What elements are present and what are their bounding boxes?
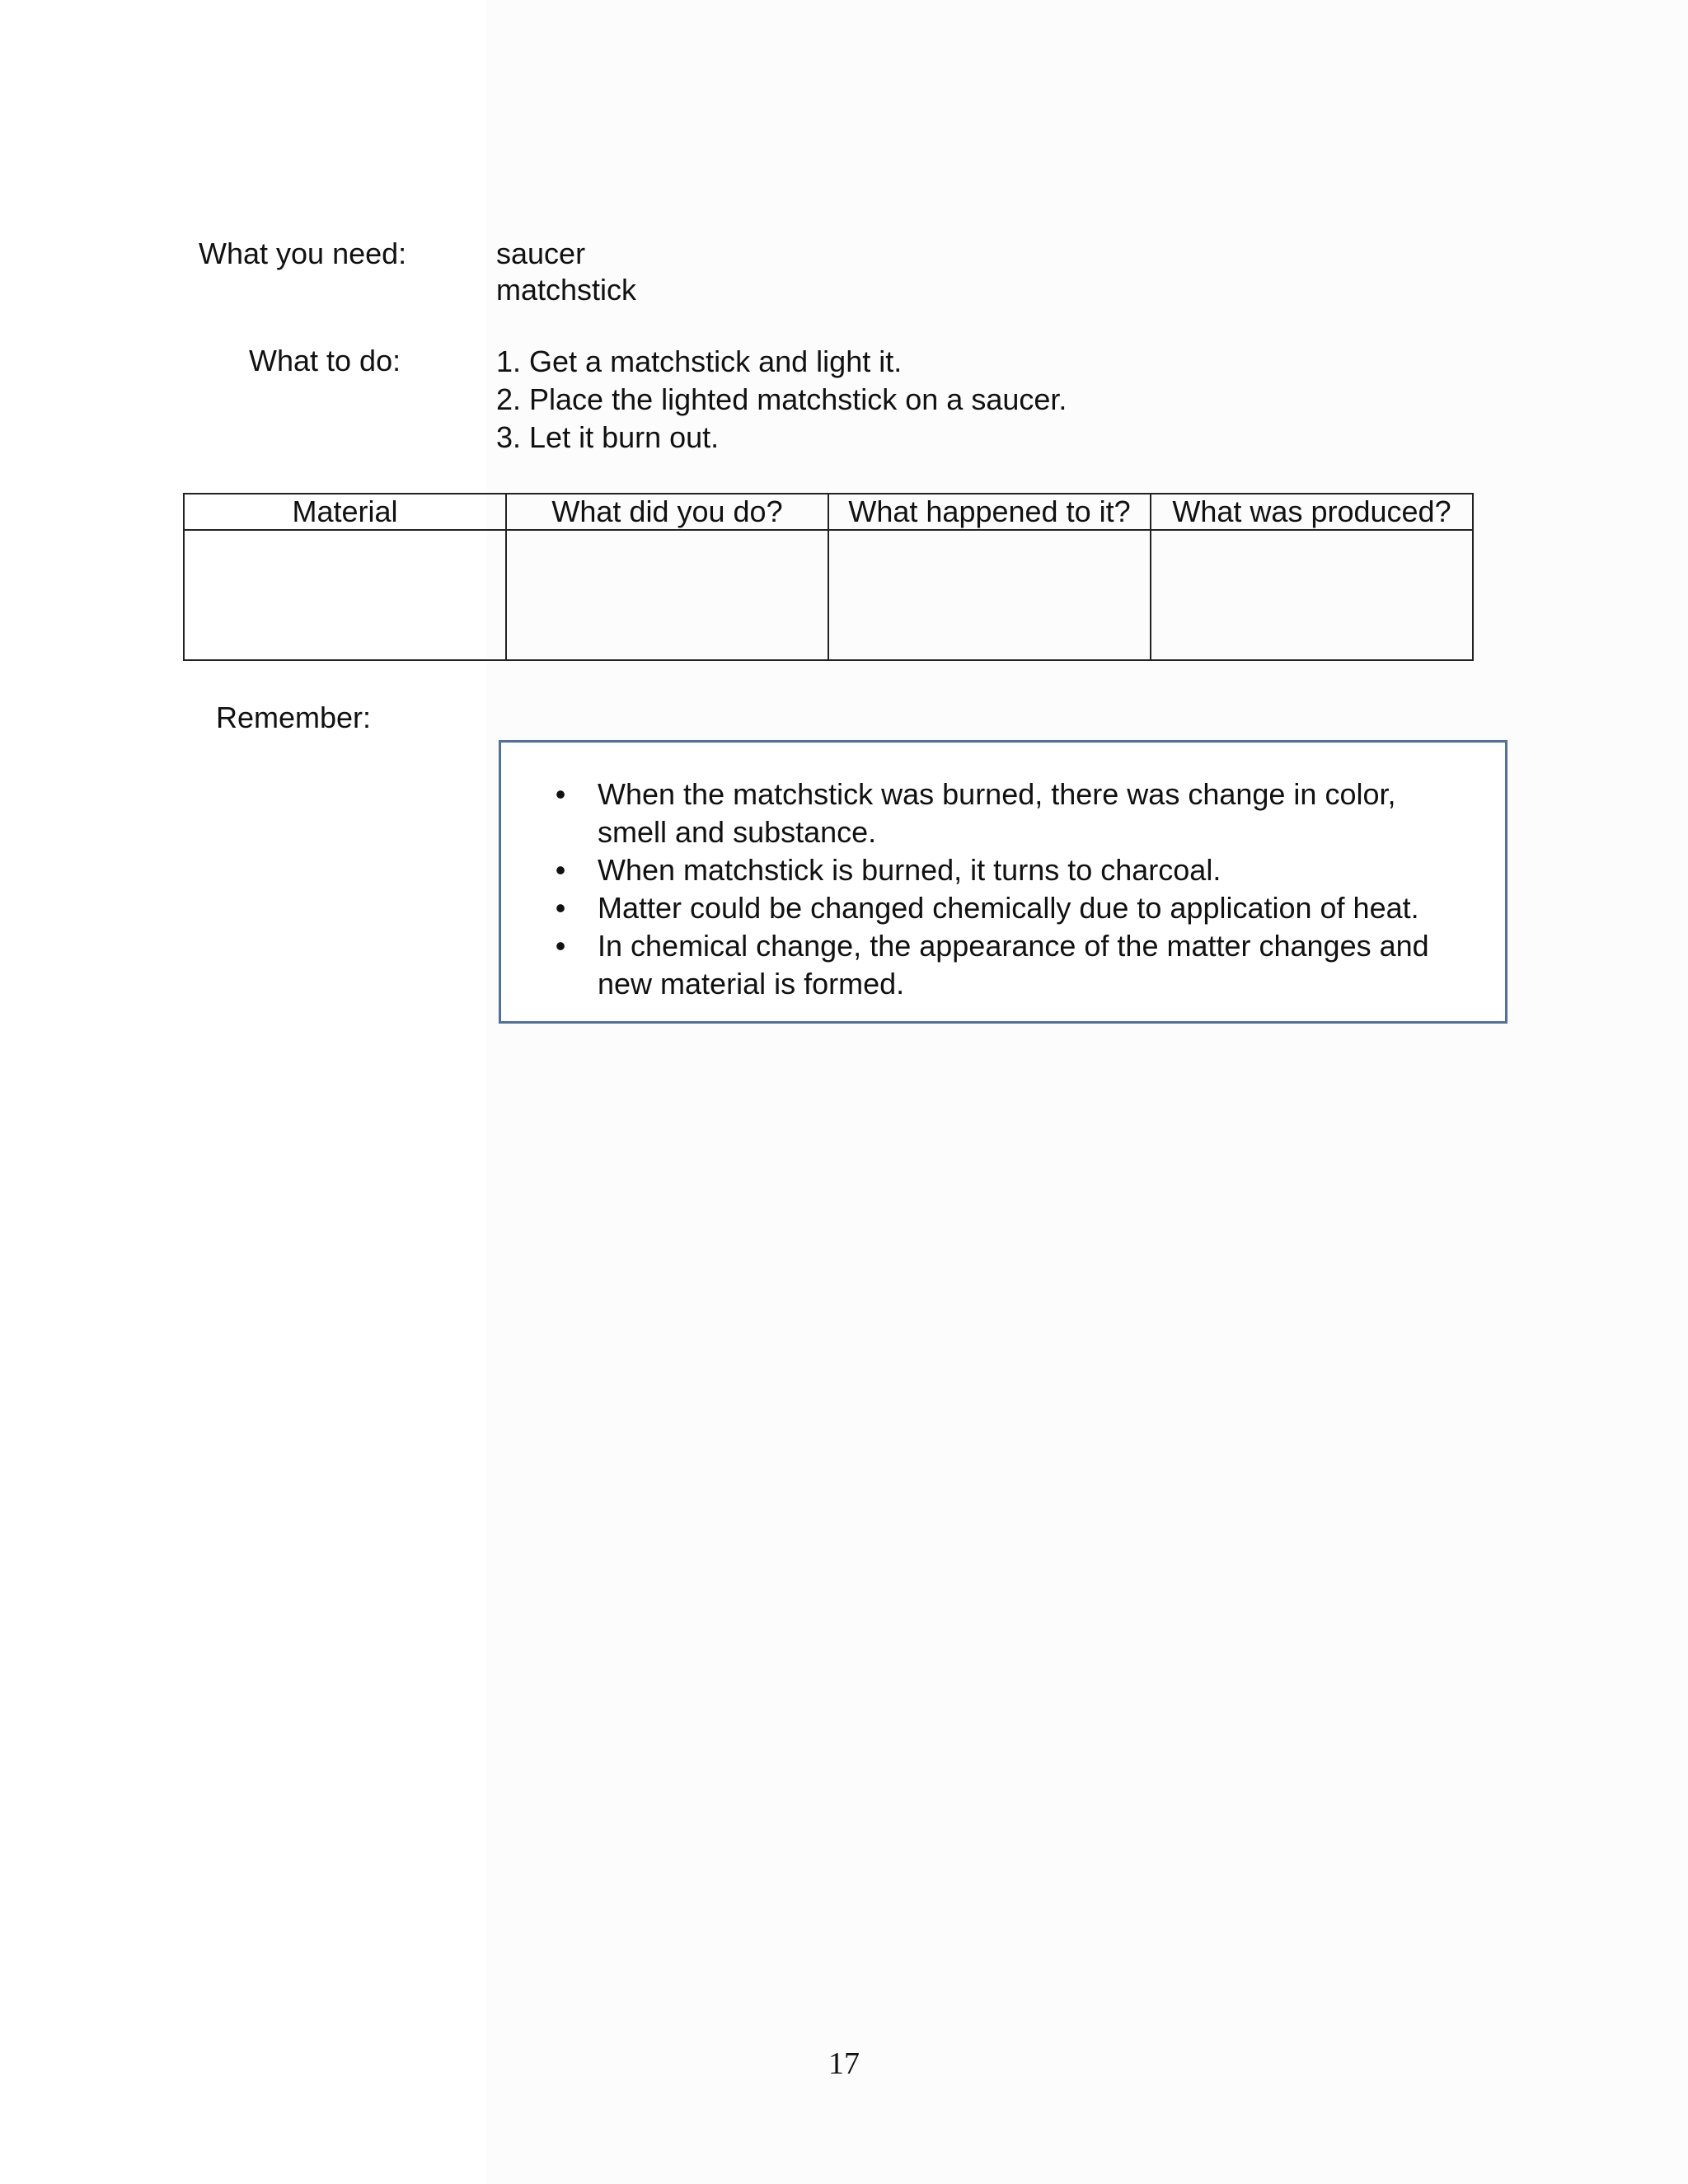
remember-item-text: When matchstick is burned, it turns to charcoal. [598, 853, 1221, 887]
column-header-result: What happened to it? [828, 494, 1151, 530]
table-row [184, 530, 1473, 660]
observation-table [183, 493, 1474, 661]
remember-item [501, 851, 1505, 889]
procedure-step: 2. Place the lighted matchstick on a saucer. [496, 382, 1067, 416]
column-header-action: What did you do? [506, 494, 828, 530]
bullet-icon: • [555, 891, 566, 925]
bullet-icon: • [555, 853, 566, 887]
remember-item [501, 889, 1505, 927]
table-header-row [184, 494, 1473, 530]
page-background [486, 0, 1688, 2184]
remember-item-text: Matter could be changed chemically due to application of heat. [598, 891, 1419, 925]
material-item: matchstick [496, 273, 637, 307]
material-item: saucer [496, 237, 586, 270]
answer-cell-material[interactable] [184, 530, 506, 660]
materials-list [496, 236, 636, 308]
page-number: 17 [828, 2046, 860, 2081]
remember-item [501, 927, 1505, 1003]
procedure-label: What to do: [249, 344, 401, 377]
procedure-steps [496, 343, 1067, 457]
bullet-icon: • [555, 929, 566, 963]
procedure-step: 1. Get a matchstick and light it. [496, 344, 903, 378]
column-header-product: What was produced? [1151, 494, 1473, 530]
remember-item-text: When the matchstick was burned, there was change in color, smell and substance. [598, 777, 1396, 849]
remember-box [499, 740, 1507, 1024]
remember-label: Remember: [216, 701, 372, 734]
remember-item-text: In chemical change, the appearance of the matter changes and new material is formed. [598, 929, 1429, 1001]
materials-label: What you need: [199, 237, 407, 270]
answer-cell-action[interactable] [506, 530, 828, 660]
answer-cell-result[interactable] [828, 530, 1151, 660]
procedure-step: 3. Let it burn out. [496, 420, 720, 454]
bullet-icon: • [555, 777, 566, 811]
remember-item [501, 776, 1505, 851]
answer-cell-product[interactable] [1151, 530, 1473, 660]
column-header-material: Material [184, 494, 506, 530]
remember-list [501, 776, 1505, 1003]
